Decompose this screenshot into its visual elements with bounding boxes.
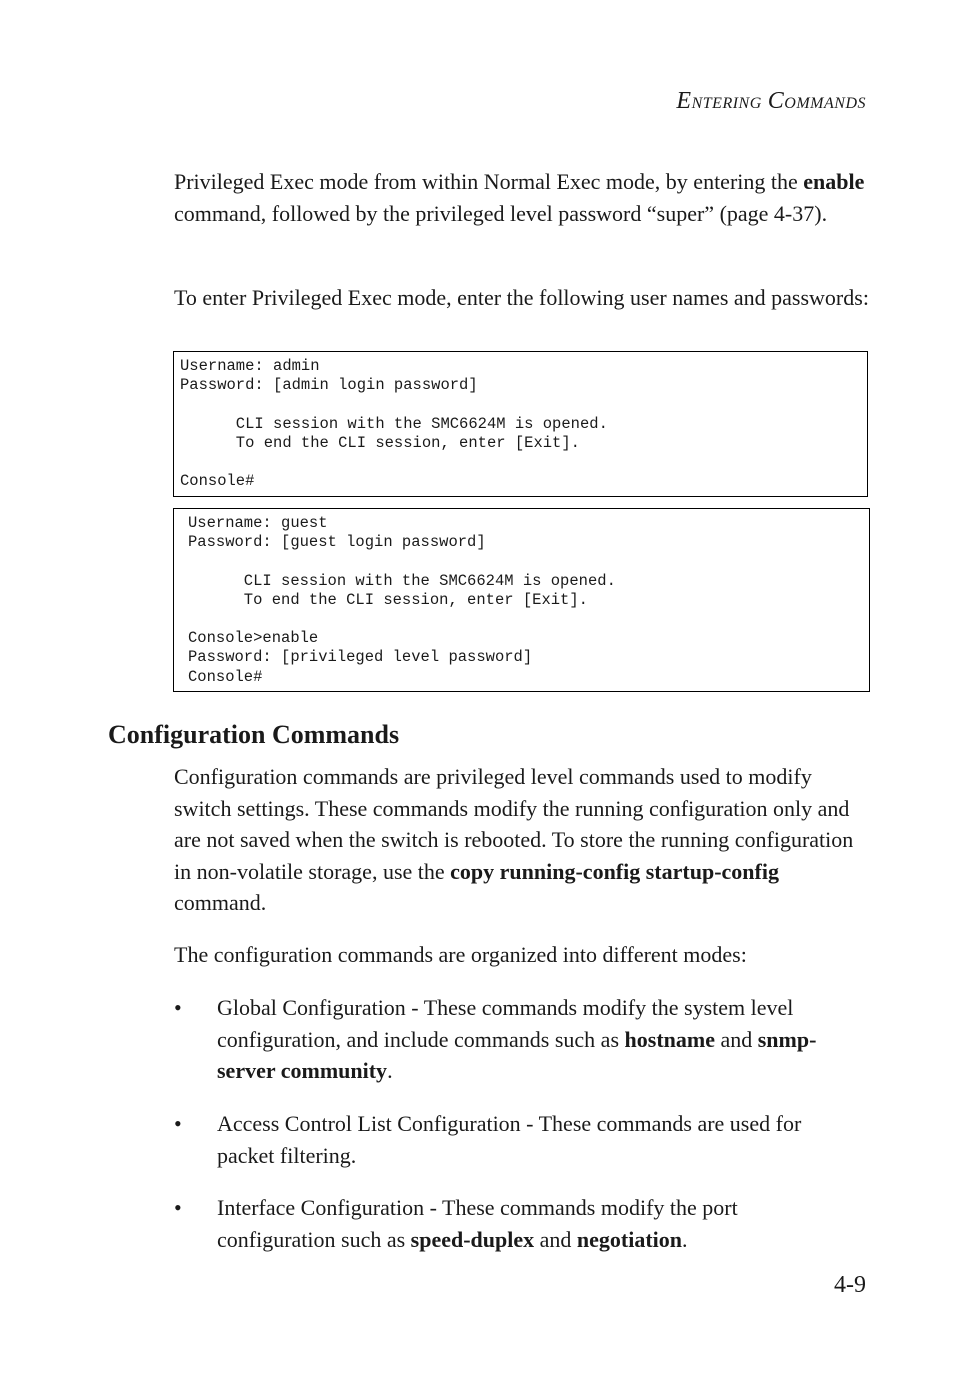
admin-login-example: Username: admin Password: [admin login password] CLI session with the SMC6624M is opened. To end the CLI session, enter [Exit]. Console# (173, 351, 868, 497)
hostname-command: hostname (624, 1026, 715, 1052)
intro-text: command, followed by the privileged level password “super” (page 4-37). (174, 200, 828, 226)
header-initial: C (767, 88, 785, 114)
list-item-text (217, 1192, 857, 1255)
speed-duplex-command: speed-duplex (410, 1226, 535, 1252)
bullet-icon: • (174, 1195, 182, 1220)
item-text: and (534, 1226, 577, 1252)
bullet-icon: • (174, 995, 182, 1020)
section-text: command. (174, 890, 267, 915)
item-text: Interface Configuration - These commands modify the port configuration such as (217, 1195, 738, 1252)
section-text: Configuration commands are privileged level commands used to modify switch settings. These commands modify the running configuration only and are not saved when the switch is rebooted. To store the running configuration in non-volatile storage, use the (174, 764, 854, 884)
item-text: . (682, 1226, 688, 1252)
item-text: and (714, 1026, 758, 1052)
list-item-text (217, 992, 857, 1087)
section-title: Configuration Commands (108, 720, 400, 749)
modes-intro: The configuration commands are organized into different modes: (174, 942, 747, 967)
guest-login-example: Username: guest Password: [guest login password] CLI session with the SMC6624M is opened. To end the CLI session, enter [Exit]. Console>enable Password: [privileged level password] Console# (173, 508, 870, 692)
header-initial: E (676, 88, 692, 114)
page-number: 4-9 (834, 1272, 866, 1298)
header-word: NTERING (691, 95, 762, 112)
login-instructions: To enter Privileged Exec mode, enter the following user names and passwords: (174, 285, 869, 310)
header-word: OMMANDS (784, 95, 866, 112)
enable-command: enable (803, 169, 865, 194)
item-text: . (387, 1058, 393, 1083)
intro-paragraph (174, 166, 870, 229)
list-item-text: Access Control List Configuration - These commands are used for packet filtering. (217, 1111, 802, 1168)
copy-command: copy running-config startup-config (450, 858, 779, 884)
snmp-command: snmp-server community (217, 1026, 817, 1083)
intro-text: Privileged Exec mode from within Normal Exec mode, by entering the (174, 169, 798, 194)
item-text: Global Configuration - These commands modify the system level configuration, and include commands such as (217, 995, 794, 1052)
config-commands-paragraph (174, 761, 870, 919)
bullet-icon: • (174, 1111, 182, 1136)
negotiation-command: negotiation (576, 1226, 683, 1252)
running-header (676, 88, 866, 115)
